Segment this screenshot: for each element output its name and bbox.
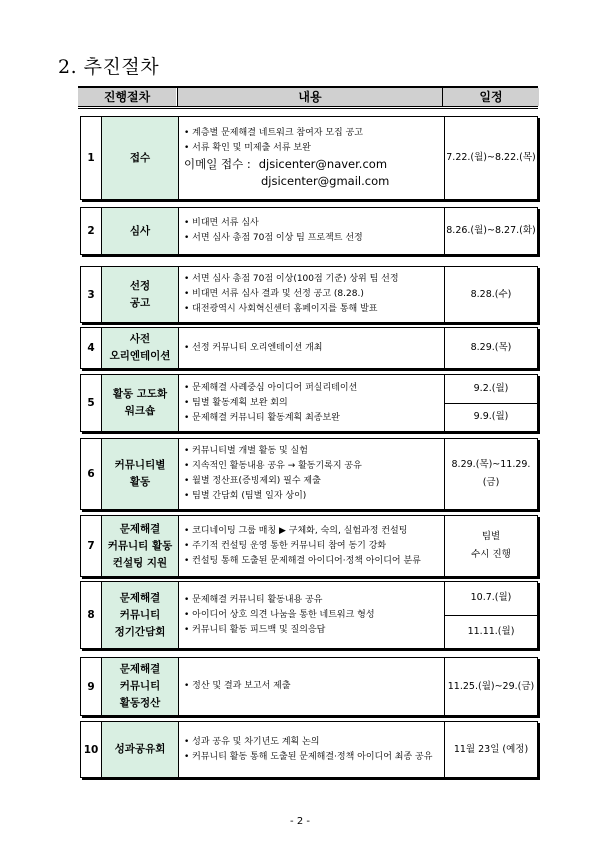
step-content bbox=[178, 516, 444, 576]
content-item: • 문제해결 커뮤니티 활동내용 공유 bbox=[184, 593, 444, 608]
content-item: • 서면 심사 총점 70점 이상(100점 기준) 상위 팀 선정 bbox=[184, 272, 444, 287]
schedule-cell: 7.22.(월)~8.22.(목) bbox=[446, 152, 536, 163]
content-item: • 아이디어 상호 의견 나눔을 통한 네트워크 형성 bbox=[184, 608, 444, 623]
content-item: • 계층별 문제해결 네트워크 참여자 모집 공고 bbox=[184, 126, 444, 141]
step-schedule bbox=[444, 208, 537, 254]
step-label: 활동 고도화 워크숍 bbox=[101, 375, 179, 431]
step-content bbox=[178, 722, 444, 777]
email-address-naver[interactable]: djsicenter@naver.com bbox=[258, 157, 388, 171]
content-item: • 커뮤니티별 개별 활동 및 실험 bbox=[184, 444, 444, 459]
header-schedule: 일정 bbox=[442, 88, 539, 106]
schedule-cell: 8.29.(목)~11.29.(금) bbox=[451, 459, 531, 488]
table-row bbox=[80, 207, 538, 255]
schedule-cell: 8.26.(월)~8.27.(화) bbox=[446, 225, 536, 236]
step-schedule bbox=[444, 439, 537, 509]
schedule-cell: 11월 23일 (예정) bbox=[453, 743, 529, 755]
content-item: • 지속적인 활동내용 공유 → 활동기록지 공유 bbox=[184, 459, 444, 474]
email-address-gmail[interactable]: djsicenter@gmail.com bbox=[261, 174, 390, 188]
step-number: 3 bbox=[87, 288, 95, 301]
content-item: • 서면 심사 총점 70점 이상 팀 프로젝트 선정 bbox=[184, 231, 444, 246]
content-item: • 커뮤니티 활동 통해 도출된 문제해결·정책 아이디어 최종 공유 bbox=[184, 750, 444, 765]
step-content bbox=[178, 328, 444, 368]
step-label: 커뮤니티별 활동 bbox=[101, 439, 179, 509]
step-number: 10 bbox=[83, 743, 99, 756]
step-content bbox=[178, 375, 444, 431]
step-content bbox=[178, 208, 444, 254]
step-number: 5 bbox=[87, 397, 95, 409]
step-schedule bbox=[444, 582, 537, 648]
step-number: 4 bbox=[87, 342, 95, 354]
content-item: • 비대면 서류 심사 결과 및 선정 공고 (8.28.) bbox=[184, 287, 444, 302]
content-item: • 팀별 간담회 (팀별 일자 상이) bbox=[184, 489, 444, 504]
step-content bbox=[178, 582, 444, 648]
content-item: • 성과 공유 및 차기년도 계획 논의 bbox=[184, 735, 444, 750]
step-schedule bbox=[444, 328, 537, 368]
step-schedule bbox=[444, 722, 537, 777]
schedule-cell: 11.11.(월) bbox=[445, 615, 537, 649]
table-row bbox=[80, 374, 538, 432]
content-item: • 문제해결 커뮤니티 활동계획 최종보완 bbox=[184, 411, 444, 426]
table-row bbox=[80, 581, 538, 649]
table-row bbox=[80, 515, 538, 577]
email-label: 이메일 접수 : bbox=[184, 157, 251, 171]
step-schedule bbox=[444, 658, 537, 715]
schedule-cell: 9.9.(월) bbox=[445, 403, 537, 432]
step-number: 8 bbox=[87, 609, 95, 621]
content-item: • 비대면 서류 심사 bbox=[184, 216, 444, 231]
content-item: • 서류 확인 및 미제출 서류 보완 bbox=[184, 141, 444, 156]
content-item: • 주기적 컨설팅 운영 통한 커뮤니티 참여 동기 강화 bbox=[184, 539, 444, 554]
header-content: 내용 bbox=[177, 88, 442, 106]
content-item: • 문제해결 사례중심 아이디어 퍼실리테이션 bbox=[184, 381, 444, 396]
header-rule bbox=[78, 108, 538, 109]
table-row bbox=[80, 116, 538, 200]
table-row bbox=[80, 327, 538, 369]
step-content bbox=[178, 658, 444, 715]
section-title: 2. 추진절차 bbox=[58, 56, 160, 78]
step-label: 문제해결 커뮤니티 활동정산 bbox=[101, 658, 179, 715]
schedule-cell: 팀별 수시 진행 bbox=[471, 531, 511, 560]
step-content bbox=[178, 439, 444, 509]
step-schedule bbox=[444, 375, 537, 431]
step-content bbox=[178, 117, 444, 199]
table-row bbox=[80, 657, 538, 716]
step-content bbox=[178, 267, 444, 322]
schedule-cell: 9.2.(월) bbox=[473, 382, 509, 394]
content-item: • 컨설팅 통해 도출된 문제해결 아이디어·정책 아이디어 분류 bbox=[184, 554, 444, 569]
header-step: 진행절차 bbox=[78, 88, 176, 106]
step-label: 문제해결 커뮤니티 정기간담회 bbox=[101, 582, 179, 648]
table-row bbox=[80, 721, 538, 778]
step-label: 선정 공고 bbox=[101, 267, 179, 322]
table-row bbox=[80, 266, 538, 323]
step-schedule bbox=[444, 117, 537, 199]
schedule-cell: 11.25.(월)~29.(금) bbox=[447, 680, 535, 692]
step-number: 2 bbox=[87, 225, 95, 237]
schedule-cell: 10.7.(월) bbox=[470, 592, 512, 604]
content-item: • 팀별 활동계획 보완 회의 bbox=[184, 396, 444, 411]
schedule-cell: 8.28.(수) bbox=[470, 288, 512, 300]
content-item: • 선정 커뮤니티 오리엔테이션 개최 bbox=[184, 341, 444, 356]
email-line bbox=[184, 156, 444, 173]
step-number: 1 bbox=[87, 152, 95, 164]
schedule-cell: 8.29.(목) bbox=[470, 342, 512, 353]
content-item: • 대전광역시 사회혁신센터 홈페이지를 통해 발표 bbox=[184, 302, 444, 317]
step-schedule bbox=[444, 516, 537, 576]
step-number: 6 bbox=[87, 468, 95, 480]
step-number: 9 bbox=[87, 680, 95, 693]
step-schedule bbox=[444, 267, 537, 322]
content-item: • 코디네이팅 그룹 매칭 ▶ 구체화, 숙의, 실험과정 컨설팅 bbox=[184, 524, 444, 539]
step-label: 성과공유회 bbox=[101, 722, 179, 777]
step-number: 7 bbox=[87, 540, 95, 552]
content-item: • 정산 및 결과 보고서 제출 bbox=[184, 679, 444, 694]
step-label: 접수 bbox=[101, 117, 179, 199]
step-label: 심사 bbox=[101, 208, 179, 254]
step-label: 문제해결 커뮤니티 활동 컨설팅 지원 bbox=[101, 516, 179, 576]
page-number: - 2 - bbox=[290, 816, 310, 827]
table-row bbox=[80, 438, 538, 510]
content-item: • 커뮤니티 활동 피드백 및 질의응답 bbox=[184, 623, 444, 638]
table-header bbox=[78, 86, 538, 107]
step-label: 사전 오리엔테이션 bbox=[101, 328, 179, 368]
content-item: • 월별 정산표(증빙제외) 필수 제출 bbox=[184, 474, 444, 489]
